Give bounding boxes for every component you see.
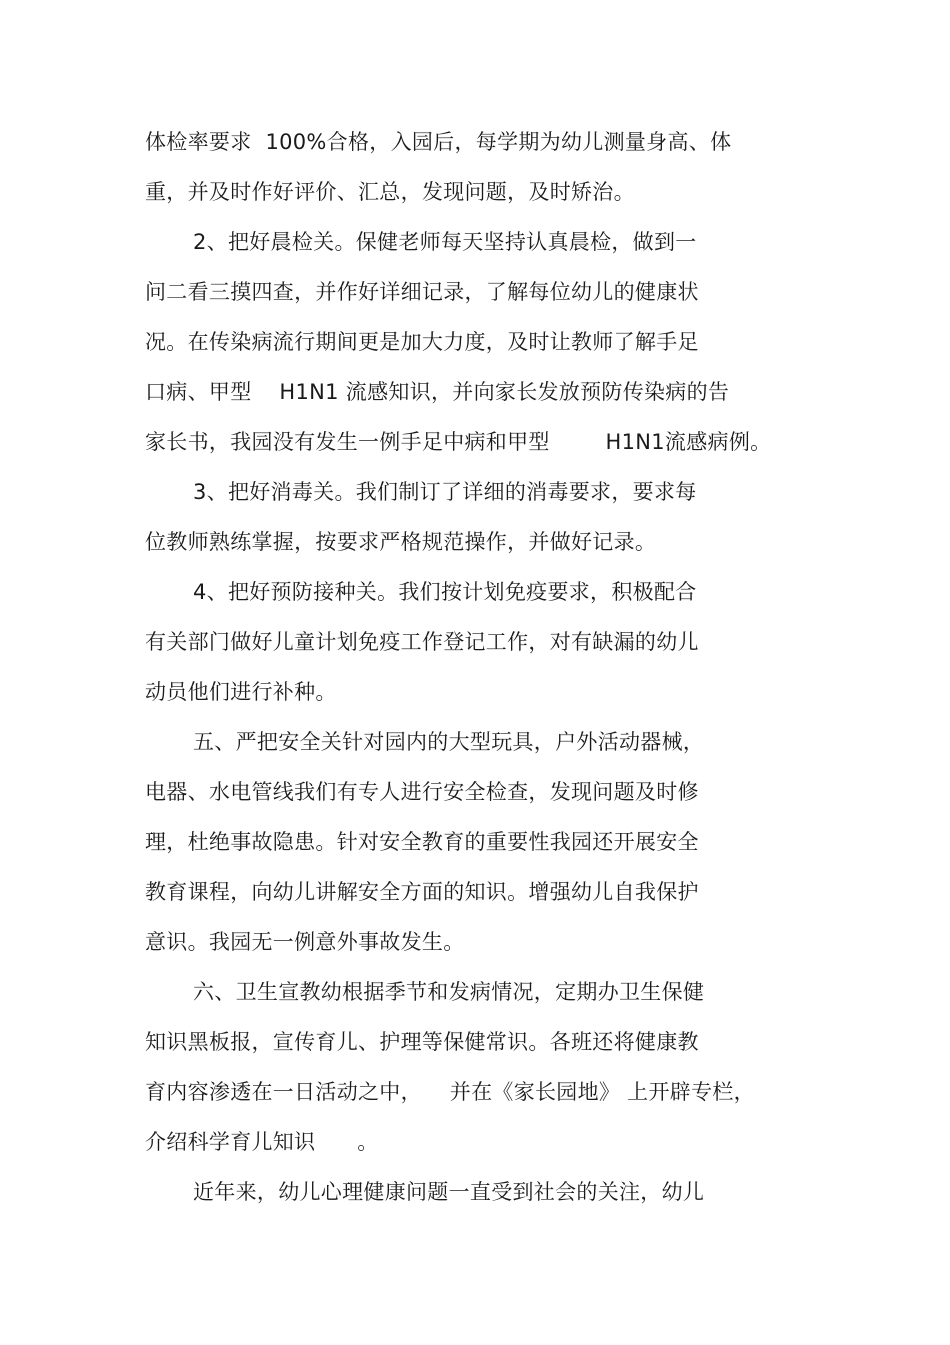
text-line: 4、把好预防接种关。我们按计划免疫要求，积极配合 xyxy=(193,580,697,604)
text-line: 口病、甲型 H1N1 流感知识，并向家长发放预防传染病的告 xyxy=(145,380,730,404)
text-line: 六、卫生宣教幼根据季节和发病情况，定期办卫生保健 xyxy=(193,980,705,1004)
text-line: 教育课程，向幼儿讲解安全方面的知识。增强幼儿自我保护 xyxy=(145,880,699,904)
text-line: 育内容渗透在一日活动之中， 并在《家长园地》 上开辟专栏， xyxy=(145,1080,755,1104)
text-line: 知识黑板报，宣传育儿、护理等保健常识。各班还将健康教 xyxy=(145,1030,699,1054)
text-line: 动员他们进行补种。 xyxy=(145,680,337,704)
text-line: 3、把好消毒关。我们制订了详细的消毒要求，要求每 xyxy=(193,480,697,504)
text-line: 五、严把安全关针对园内的大型玩具，户外活动器械， xyxy=(193,730,705,754)
text-line: 有关部门做好儿童计划免疫工作登记工作，对有缺漏的幼儿 xyxy=(145,630,699,654)
text-line: 近年来，幼儿心理健康问题一直受到社会的关注，幼儿 xyxy=(193,1180,705,1204)
text-line: 重，并及时作好评价、汇总，发现问题，及时矫治。 xyxy=(145,180,635,204)
text-line: 2、把好晨检关。保健老师每天坚持认真晨检，做到一 xyxy=(193,230,697,254)
text-line: 问二看三摸四查，并作好详细记录，了解每位幼儿的健康状 xyxy=(145,280,699,304)
text-line: 电器、水电管线我们有专人进行安全检查，发现问题及时修 xyxy=(145,780,699,804)
text-line: 位教师熟练掌握，按要求严格规范操作，并做好记录。 xyxy=(145,530,657,554)
text-line: 理，杜绝事故隐患。针对安全教育的重要性我园还开展安全 xyxy=(145,830,699,854)
text-line: 介绍科学育儿知识 。 xyxy=(145,1130,379,1154)
text-line: 况。在传染病流行期间更是加大力度，及时让教师了解手足 xyxy=(145,330,699,354)
text-line: 家长书，我园没有发生一例手足中病和甲型 H1N1流感病例。 xyxy=(145,430,772,454)
text-line: 意识。我园无一例意外事故发生。 xyxy=(145,930,465,954)
text-line: 体检率要求 100%合格，入园后，每学期为幼儿测量身高、体 xyxy=(145,130,732,154)
